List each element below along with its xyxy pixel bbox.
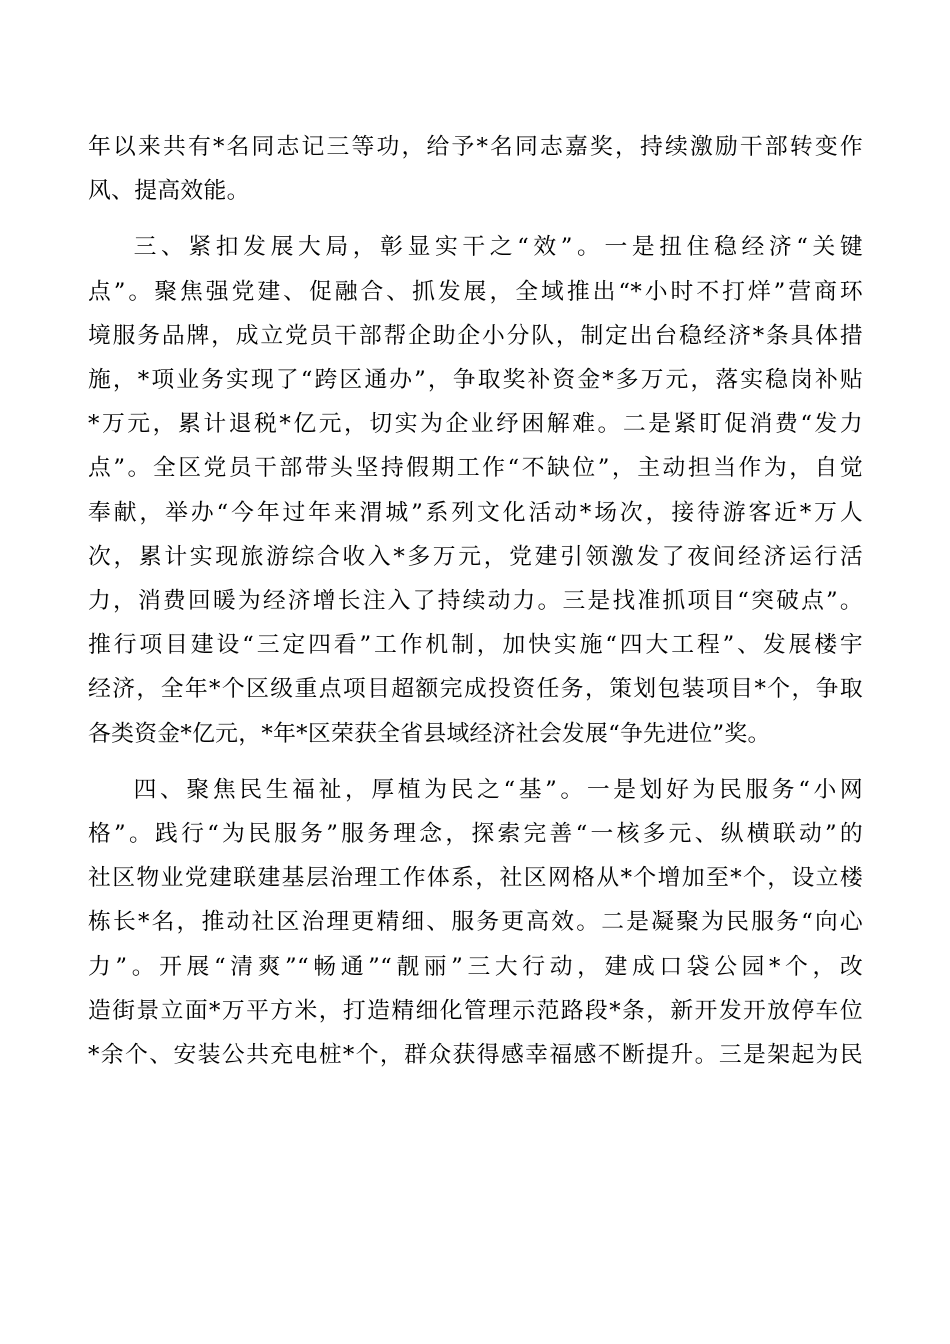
text-line: 各类资金*亿元，*年*区荣获全省县域经济社会发展“争先进位”奖。 [88,720,771,747]
text-line: 风、提高效能。 [88,178,250,205]
text-line: 三、紧扣发展大局，彰显实干之“效”。一是扭住稳经济“关键 [133,234,863,261]
text-line: 格”。践行“为民服务”服务理念，探索完善“一核多元、纵横联动”的 [88,821,863,848]
text-line: 年以来共有*名同志记三等功，给予*名同志嘉奖，持续激励干部转变作 [88,134,863,160]
text-line: 社区物业党建联建基层治理工作体系，社区网格从*个增加至*个，设立楼 [88,865,863,892]
text-line: *万元，累计退税*亿元，切实为企业纾困解难。二是紧盯促消费“发力 [88,411,863,438]
text-line: 经济，全年*个区级重点项目超额完成投资任务，策划包装项目*个，争取 [88,676,863,703]
text-line: 奉献，举办“今年过年来渭城”系列文化活动*场次，接待游客近*万人 [88,499,863,526]
text-line: 境服务品牌，成立党员干部帮企助企小分队，制定出台稳经济*条具体措 [88,322,863,349]
text-line: 推行项目建设“三定四看”工作机制，加快实施“四大工程”、发展楼宇 [88,632,863,659]
text-line: 力”。开展“清爽”“畅通”“靓丽”三大行动，建成口袋公园*个，改 [88,953,863,980]
text-line: *余个、安装公共充电桩*个，群众获得感幸福感不断提升。三是架起为民 [88,1042,863,1069]
paragraph-1 [88,125,863,213]
text-line: 四、聚焦民生福祉，厚植为民之“基”。一是划好为民服务“小网 [133,776,863,803]
document-body [88,125,863,1089]
text-line: 力，消费回暖为经济增长注入了持续动力。三是找准抓项目“突破点”。 [88,588,863,615]
paragraph-3 [88,768,863,1077]
text-line: 次，累计实现旅游综合收入*多万元，党建引领激发了夜间经济运行活 [88,543,863,570]
text-line: 点”。全区党员干部带头坚持假期工作“不缺位”，主动担当作为，自觉 [88,455,863,482]
text-line: 施，*项业务实现了“跨区通办”，争取奖补资金*多万元，落实稳岗补贴 [88,367,863,394]
text-line: 点”。聚焦强党建、促融合、抓发展，全域推出“*小时不打烊”营商环 [88,278,863,305]
text-line: 造街景立面*万平方米，打造精细化管理示范路段*条，新开发开放停车位 [88,997,863,1024]
text-line: 栋长*名，推动社区治理更精细、服务更高效。二是凝聚为民服务“向心 [88,909,863,936]
paragraph-2 [88,225,863,755]
